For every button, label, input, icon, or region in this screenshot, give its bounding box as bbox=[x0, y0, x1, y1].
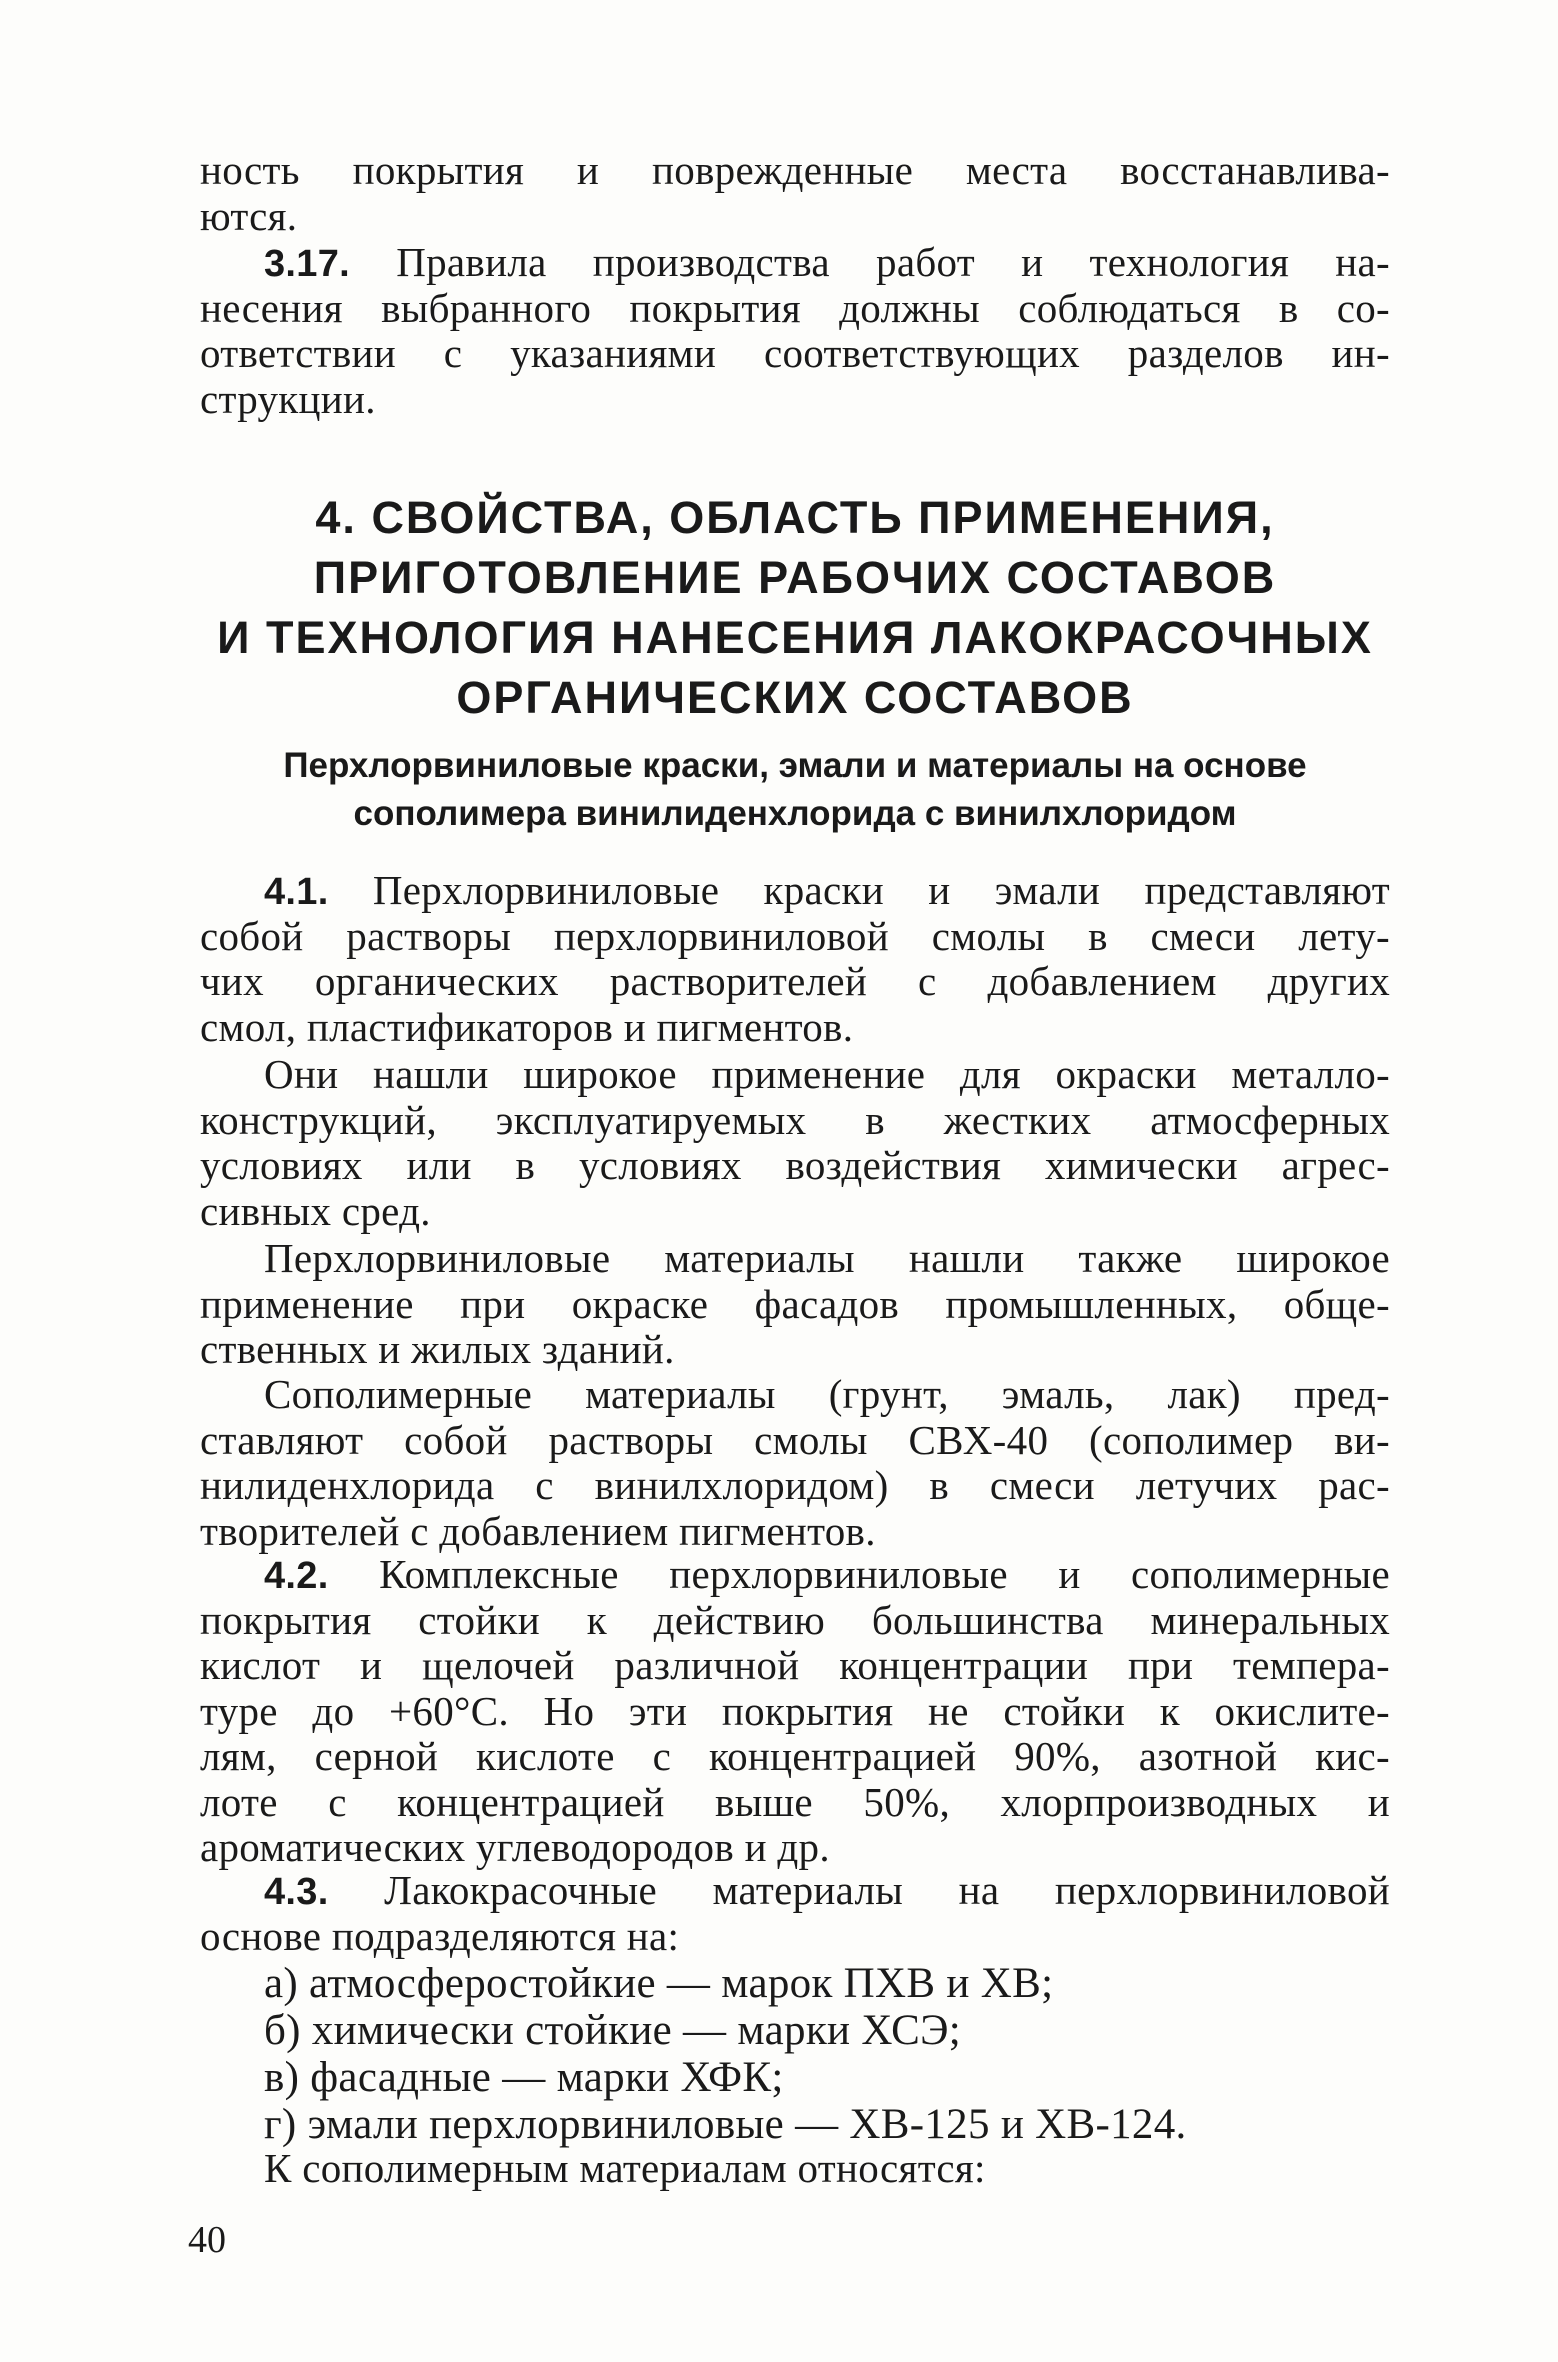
text-line: Сополимерные материалы (грунт, эмаль, лак) пред- bbox=[264, 1372, 1390, 1417]
text-line: ность покрытия и поврежденные места восстанавлива- bbox=[200, 148, 1390, 193]
text-line: лоте с концентрацией выше 50%, хлорпроизводных и bbox=[200, 1778, 1390, 1825]
text-line: собой растворы перхлорвиниловой смолы в смеси лету- bbox=[200, 912, 1390, 959]
text-line: ются. bbox=[200, 192, 298, 239]
text-line: несения выбранного покрытия должны соблюдаться в со- bbox=[200, 284, 1390, 331]
text-line: ответствии с указаниями соответствующих разделов ин- bbox=[200, 330, 1390, 376]
heading-line: 4. СВОЙСТВА, ОБЛАСТЬ ПРИМЕНЕНИЯ, bbox=[315, 492, 1275, 543]
heading-line: ПРИГОТОВЛЕНИЕ РАБОЧИХ СОСТАВОВ bbox=[313, 552, 1277, 603]
list-item: в) фасадные — марки ХФК; bbox=[264, 2054, 784, 2101]
list-item: б) химически стойкие — марки ХСЭ; bbox=[264, 2007, 961, 2054]
paragraph-facades bbox=[200, 1236, 1390, 1373]
list-item: г) эмали перхлорвиниловые — ХВ-125 и ХВ-124. bbox=[264, 2101, 1187, 2148]
subsection-heading bbox=[200, 742, 1390, 838]
list-item: а) атмосферостойкие — марок ПХВ и ХВ; bbox=[264, 1960, 1054, 2007]
text-line: Правила производства работ и технология на- bbox=[396, 240, 1390, 285]
text-line: сивных сред. bbox=[200, 1187, 431, 1234]
text-line: лям, серной кислоте с концентрацией 90%, азотной кис- bbox=[200, 1733, 1390, 1779]
text-line: применение при окраске фасадов промышленных, обще- bbox=[200, 1280, 1390, 1327]
heading-line: И ТЕХНОЛОГИЯ НАНЕСЕНИЯ ЛАКОКРАСОЧНЫХ bbox=[217, 612, 1373, 663]
text-line: нилиденхлорида с винилхлоридом) в смеси летучих рас- bbox=[200, 1462, 1390, 1508]
heading-line: сополимера винилиденхлорида с винилхлоридом bbox=[353, 794, 1237, 833]
paragraph-copolymer bbox=[200, 1372, 1390, 1554]
paragraph-continuation bbox=[200, 148, 1390, 239]
text-line: смол, пластификаторов и пигментов. bbox=[200, 1003, 854, 1050]
text-line: основе подразделяются на: bbox=[200, 1912, 680, 1959]
text-line: ставляют собой растворы смолы СВХ-40 (сополимер ви- bbox=[200, 1416, 1390, 1463]
text-line: творителей с добавлением пигментов. bbox=[200, 1507, 876, 1554]
text-line: К сополимерным материалам относятся: bbox=[264, 2146, 986, 2191]
text-line: кислот и щелочей различной концентрации при темпера- bbox=[200, 1642, 1390, 1688]
text-line: Перхлорвиниловые краски и эмали представляют bbox=[372, 868, 1390, 913]
materials-list bbox=[200, 1960, 1390, 2148]
heading-line: ОРГАНИЧЕСКИХ СОСТАВОВ bbox=[456, 672, 1134, 723]
paragraph-3-17 bbox=[200, 240, 1390, 422]
heading-line: Перхлорвиниловые краски, эмали и материалы на основе bbox=[283, 746, 1307, 785]
text-line: струкции. bbox=[200, 375, 376, 422]
paragraph-number: 4.1. bbox=[264, 871, 329, 913]
paragraph-usage bbox=[200, 1052, 1390, 1234]
page-number: 40 bbox=[188, 2219, 226, 2261]
text-line: ственных и жилых зданий. bbox=[200, 1326, 675, 1372]
paragraph-4-1 bbox=[200, 868, 1390, 1050]
text-line: Они нашли широкое применение для окраски металло- bbox=[264, 1052, 1390, 1097]
text-line: чих органических растворителей с добавлением других bbox=[200, 958, 1390, 1004]
text-line: Лакокрасочные материалы на перхлорвиниловой bbox=[384, 1868, 1390, 1913]
paragraph-4-3 bbox=[200, 1868, 1390, 1959]
text-line: ароматических углеводородов и др. bbox=[200, 1824, 830, 1870]
text-line: Перхлорвиниловые материалы нашли также широкое bbox=[264, 1236, 1390, 1281]
text-line: конструкций, эксплуатируемых в жестких атмосферных bbox=[200, 1096, 1390, 1143]
paragraph-closing bbox=[200, 2146, 1390, 2192]
text-line: покрытия стойки к действию большинства минеральных bbox=[200, 1596, 1390, 1643]
paragraph-number: 3.17. bbox=[264, 243, 351, 285]
paragraph-number: 4.2. bbox=[264, 1555, 329, 1597]
text-line: условиях или в условиях воздействия химически агрес- bbox=[200, 1142, 1390, 1188]
paragraph-number: 4.3. bbox=[264, 1871, 329, 1913]
text-line: Комплексные перхлорвиниловые и сополимерные bbox=[379, 1552, 1390, 1597]
paragraph-4-2 bbox=[200, 1552, 1390, 1871]
section-heading bbox=[180, 488, 1410, 728]
text-line: туре до +60°С. Но эти покрытия не стойки к окислите- bbox=[200, 1687, 1390, 1734]
